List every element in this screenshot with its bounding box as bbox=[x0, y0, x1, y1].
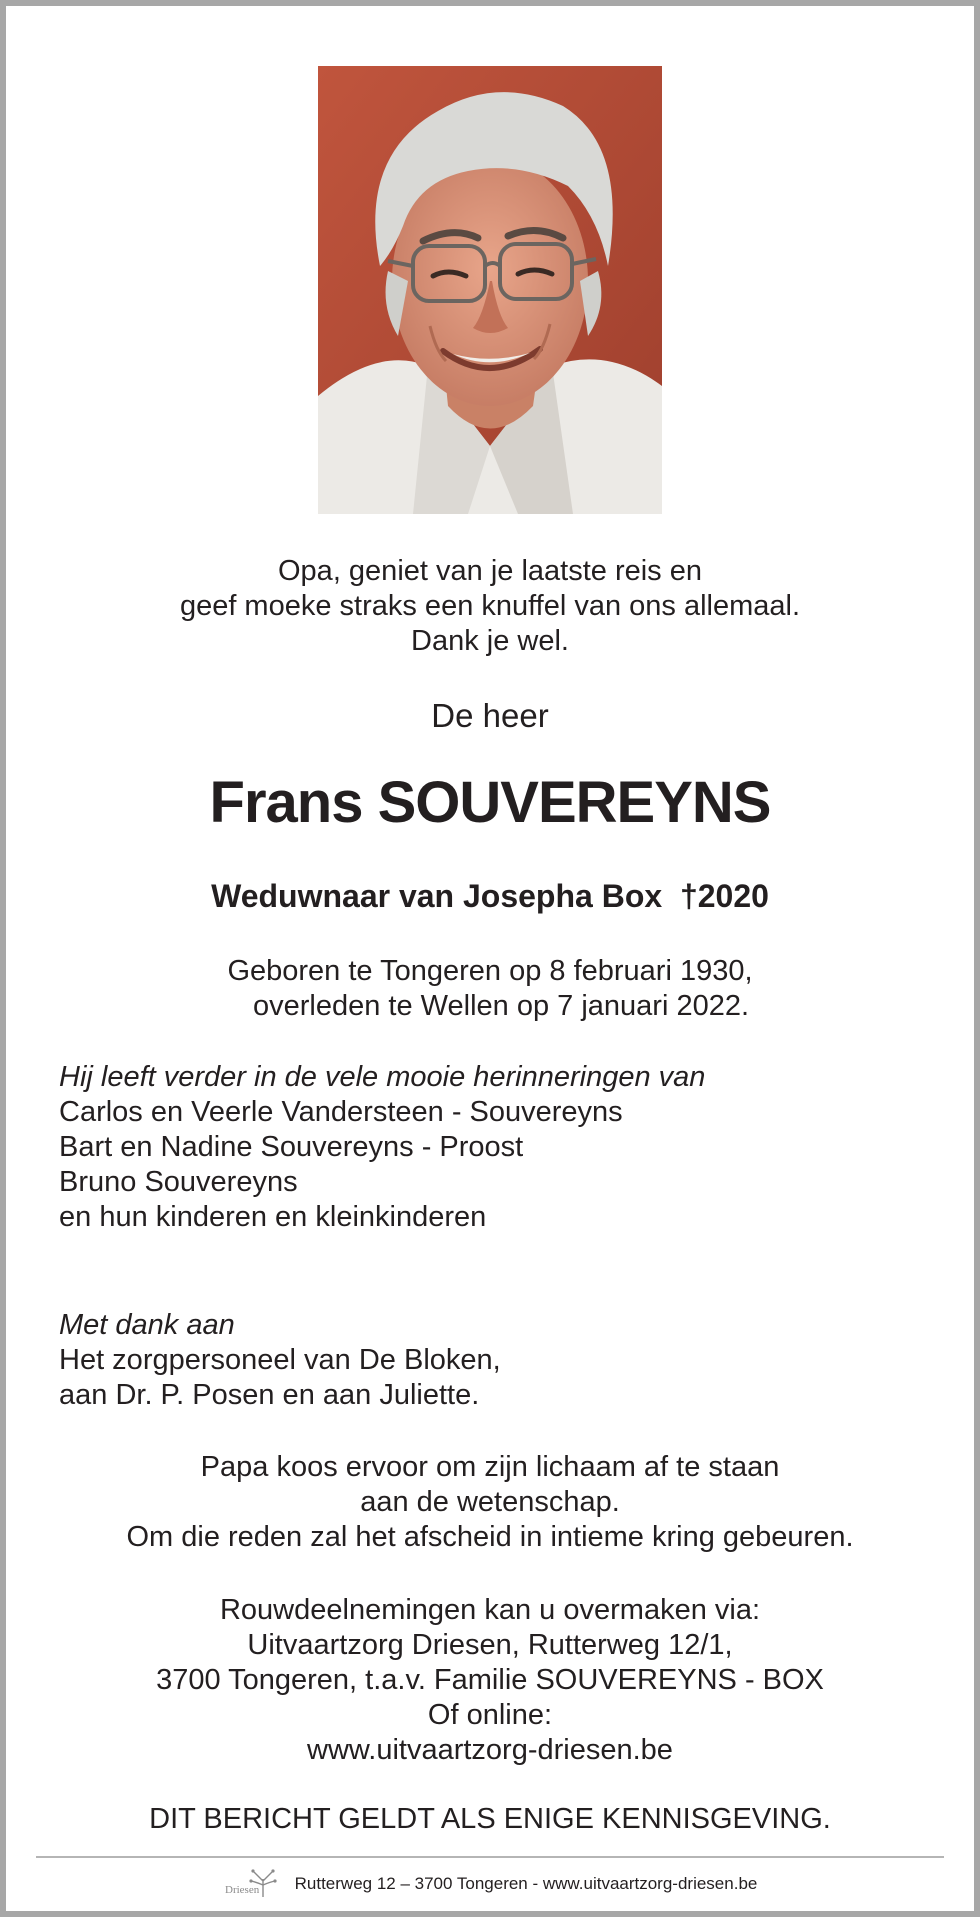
footer-divider bbox=[36, 1856, 944, 1858]
family-line: en hun kinderen en kleinkinderen bbox=[59, 1201, 487, 1233]
thanks-block bbox=[59, 1308, 939, 1413]
honorific: De heer bbox=[431, 697, 549, 734]
portrait-photo bbox=[318, 66, 662, 514]
quote-line: Dank je wel. bbox=[411, 625, 569, 657]
science-line: Om die reden zal het afscheid in intieme kring gebeuren. bbox=[126, 1521, 854, 1553]
condolence-url[interactable]: www.uitvaartzorg-driesen.be bbox=[307, 1734, 673, 1766]
death-line: overleden te Wellen op 7 januari 2022. bbox=[252, 990, 750, 1022]
logo-text: Driesen bbox=[224, 1884, 259, 1896]
birth-line: Geboren te Tongeren op 8 februari 1930, bbox=[227, 955, 753, 987]
widower-line: Weduwnaar van Josepha Box †2020 bbox=[211, 878, 769, 914]
condolence-line: Uitvaartzorg Driesen, Rutterweg 12/1, bbox=[247, 1629, 733, 1661]
footer-address: Rutterweg 12 – 3700 Tongeren - www.uitvaartzorg-driesen.be bbox=[294, 1874, 758, 1893]
thanks-intro: Met dank aan bbox=[59, 1309, 235, 1341]
family-block bbox=[59, 1060, 939, 1235]
footer bbox=[6, 1864, 974, 1904]
deceased-name: Frans SOUVEREYNS bbox=[209, 770, 771, 835]
quote-line: geef moeke straks een knuffel van ons allemaal. bbox=[179, 590, 801, 622]
driesen-logo-icon bbox=[223, 1867, 283, 1901]
obituary-card bbox=[6, 6, 974, 1911]
family-line: Carlos en Veerle Vandersteen - Souvereyns bbox=[59, 1096, 623, 1128]
condolence-line: Rouwdeelnemingen kan u overmaken via: bbox=[219, 1594, 761, 1626]
condolence-block bbox=[6, 1593, 974, 1768]
notice-line: DIT BERICHT GELDT ALS ENIGE KENNISGEVING. bbox=[149, 1803, 831, 1835]
family-intro: Hij leeft verder in de vele mooie herinneringen van bbox=[59, 1061, 706, 1093]
quote-line: Opa, geniet van je laatste reis en bbox=[278, 555, 702, 587]
science-block bbox=[6, 1450, 974, 1555]
family-line: Bruno Souvereyns bbox=[59, 1166, 298, 1198]
quote-block bbox=[6, 554, 974, 659]
family-line: Bart en Nadine Souvereyns - Proost bbox=[59, 1131, 524, 1163]
thanks-line: aan Dr. P. Posen en aan Juliette. bbox=[59, 1379, 480, 1411]
condolence-line: Of online: bbox=[427, 1699, 553, 1731]
life-dates bbox=[6, 954, 974, 1024]
thanks-line: Het zorgpersoneel van De Bloken, bbox=[59, 1344, 501, 1376]
science-line: Papa koos ervoor om zijn lichaam af te staan bbox=[200, 1451, 780, 1483]
condolence-line: 3700 Tongeren, t.a.v. Familie SOUVEREYNS - BOX bbox=[156, 1664, 824, 1696]
portrait-illustration bbox=[318, 66, 662, 514]
science-line: aan de wetenschap. bbox=[360, 1486, 620, 1518]
